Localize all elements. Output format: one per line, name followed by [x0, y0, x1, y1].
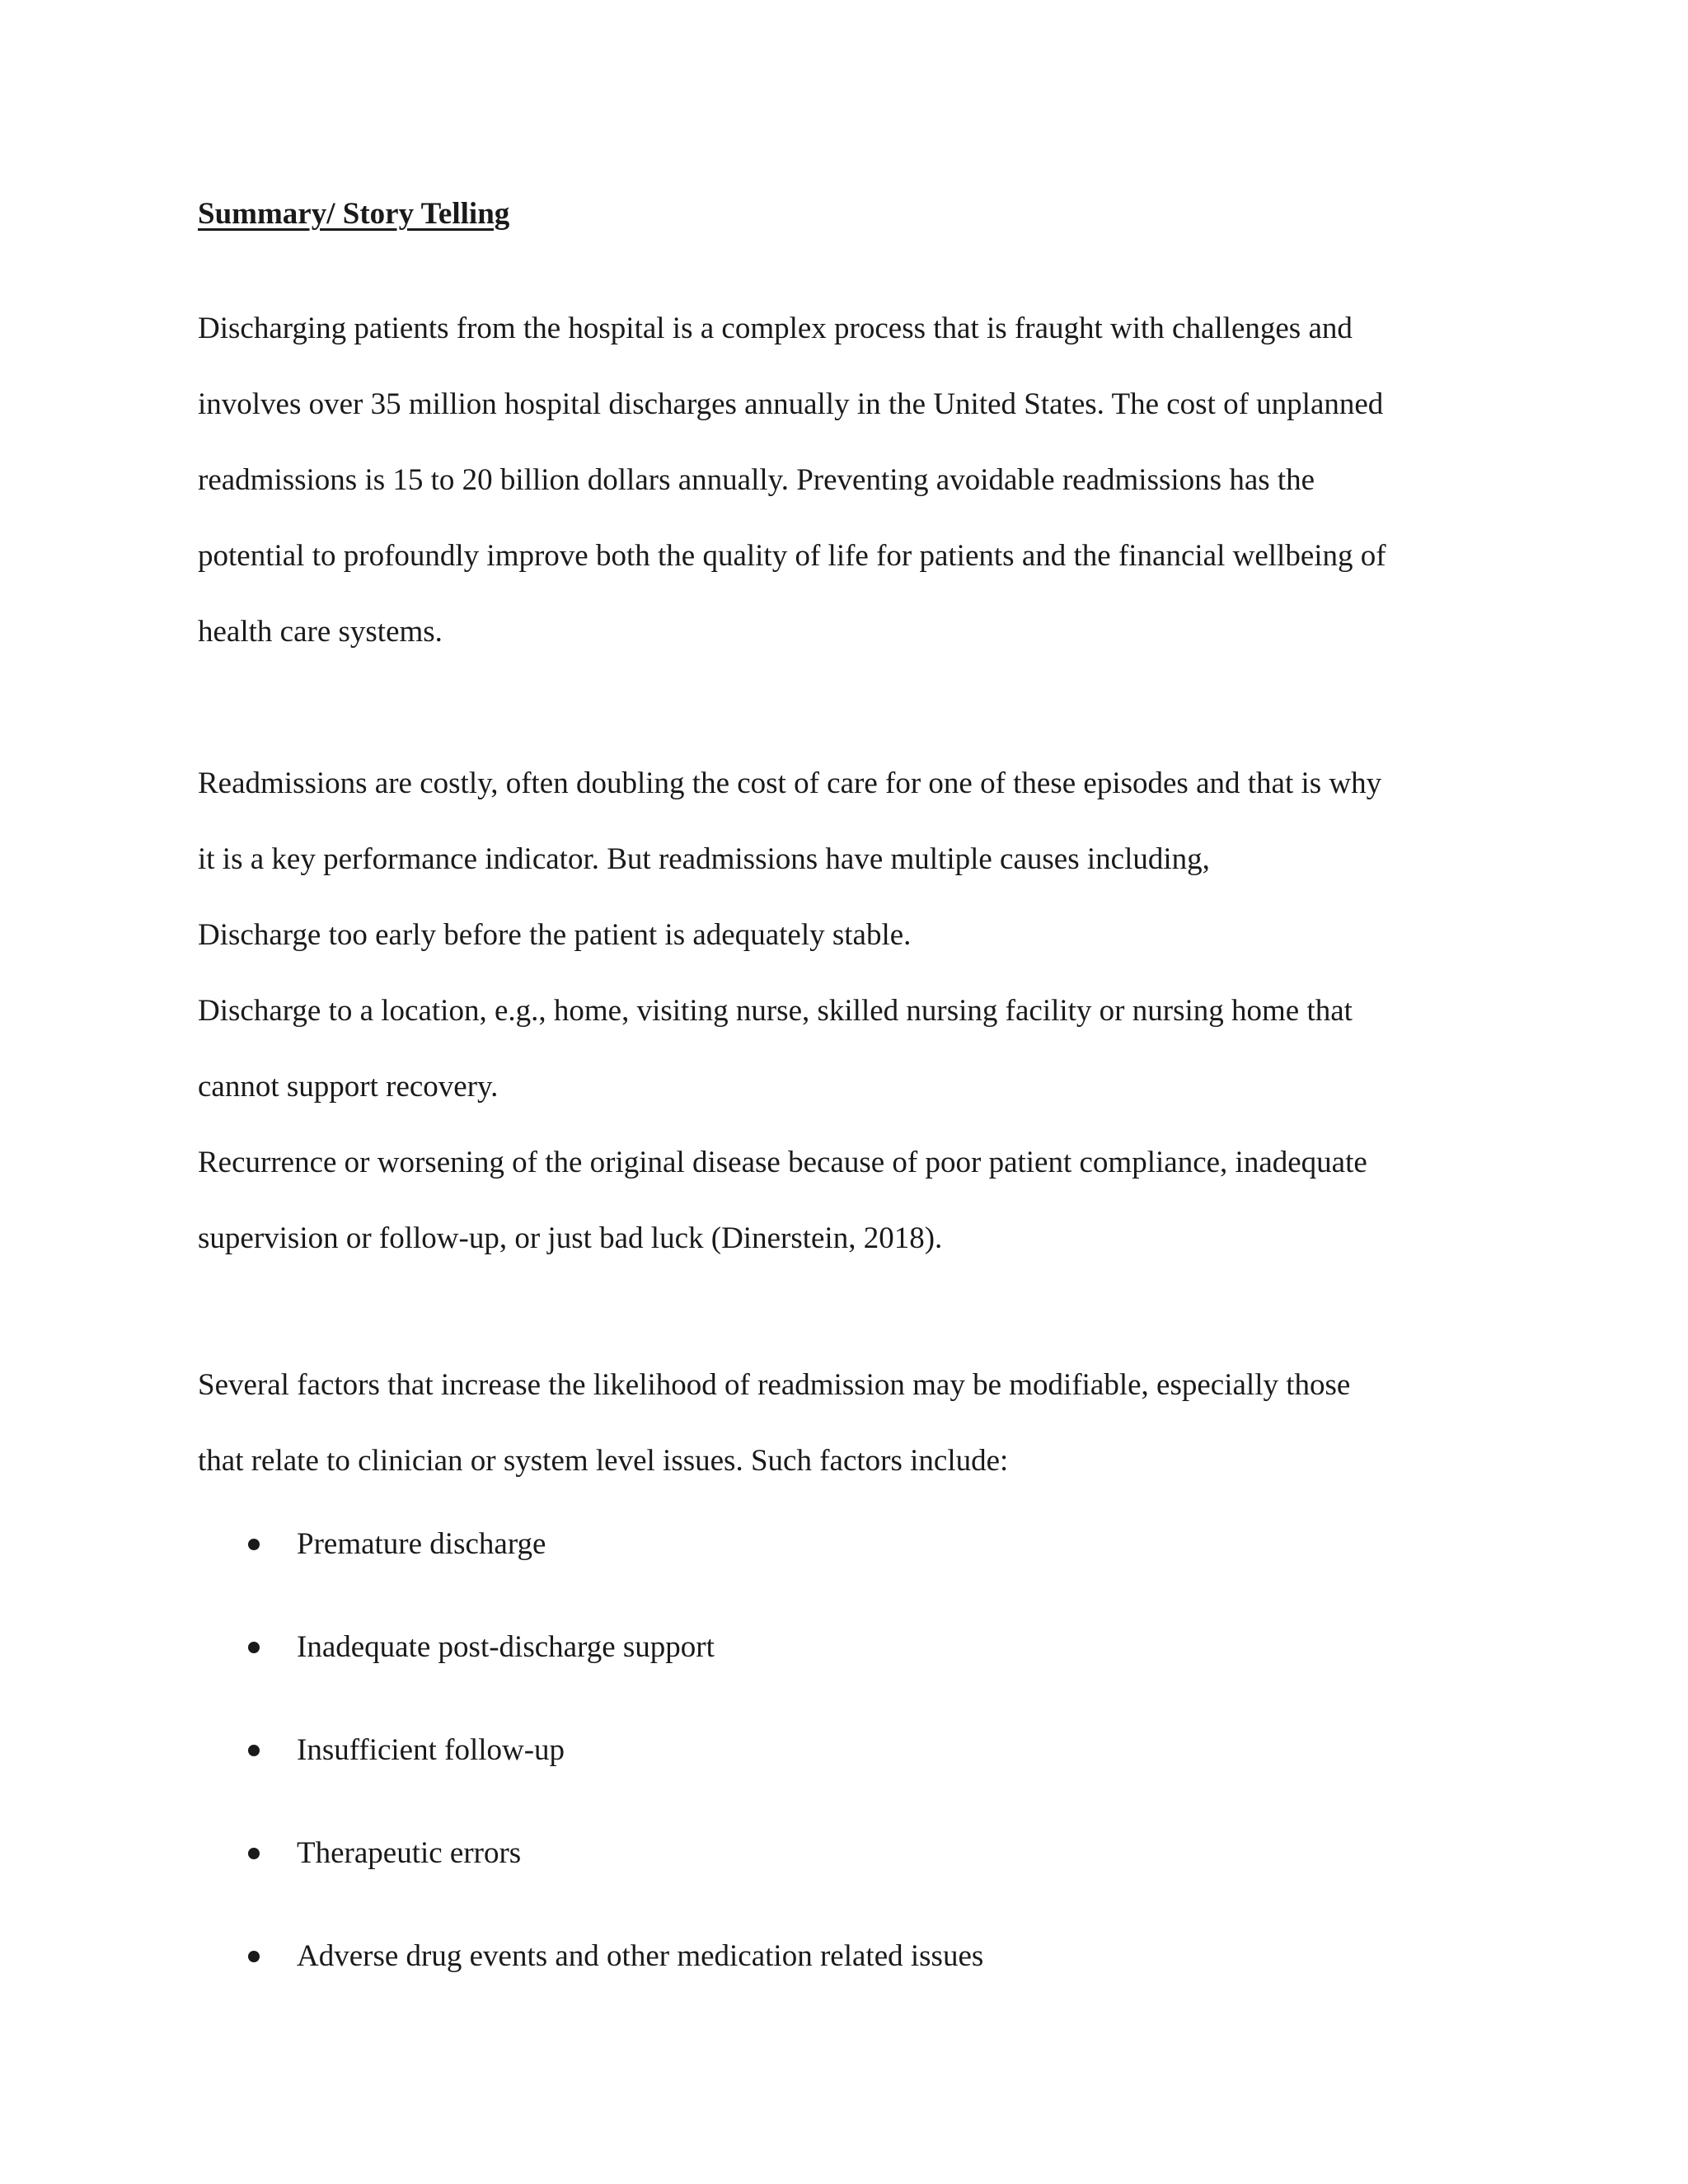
- list-item-text: Inadequate post-discharge support: [297, 1630, 715, 1664]
- list-item-text: Insufficient follow-up: [297, 1733, 565, 1767]
- bullet-icon: [248, 1539, 260, 1550]
- paragraph-line: Recurrence or worsening of the original disease because of poor patient compliance, inadequate: [198, 1146, 1367, 1179]
- paragraph-line: supervision or follow-up, or just bad luck (Dinerstein, 2018).: [198, 1221, 943, 1255]
- paragraph-line: health care systems.: [198, 615, 443, 649]
- paragraph-modifiable-factors: [198, 1347, 1517, 1499]
- paragraph-line: involves over 35 million hospital discharges annually in the United States. The cost of unplanned: [198, 387, 1384, 421]
- paragraph-line: Discharging patients from the hospital is a complex process that is fraught with challenges and: [198, 312, 1353, 345]
- paragraph-discharge-overview: [198, 291, 1517, 670]
- paragraph-line: cannot support recovery.: [198, 1070, 499, 1104]
- paragraph-line: that relate to clinician or system level issues. Such factors include:: [198, 1444, 1009, 1478]
- paragraph-line: it is a key performance indicator. But readmissions have multiple causes including,: [198, 842, 1210, 876]
- paragraph-line: Discharge too early before the patient is adequately stable.: [198, 918, 912, 952]
- paragraph-line: readmissions is 15 to 20 billion dollars annually. Preventing avoidable readmissions has the: [198, 463, 1315, 497]
- bullet-icon: [248, 1848, 260, 1859]
- bullet-icon: [248, 1642, 260, 1653]
- bullet-icon: [248, 1745, 260, 1756]
- paragraph-line: Discharge to a location, e.g., home, visiting nurse, skilled nursing facility or nursing home that: [198, 994, 1353, 1028]
- paragraph-line: Readmissions are costly, often doubling the cost of care for one of these episodes and that is why: [198, 766, 1382, 800]
- list-item-text: Adverse drug events and other medication related issues: [297, 1939, 984, 1973]
- bullet-icon: [248, 1951, 260, 1962]
- paragraph-readmission-causes: [198, 746, 1517, 1277]
- list-item-text: Therapeutic errors: [297, 1836, 522, 1870]
- list-item-text: Premature discharge: [297, 1527, 546, 1561]
- paragraph-line: Several factors that increase the likelihood of readmission may be modifiable, especially those: [198, 1368, 1351, 1402]
- page-title: Summary/ Story Telling: [198, 197, 510, 231]
- paragraph-line: potential to profoundly improve both the quality of life for patients and the financial wellbeing of: [198, 539, 1386, 573]
